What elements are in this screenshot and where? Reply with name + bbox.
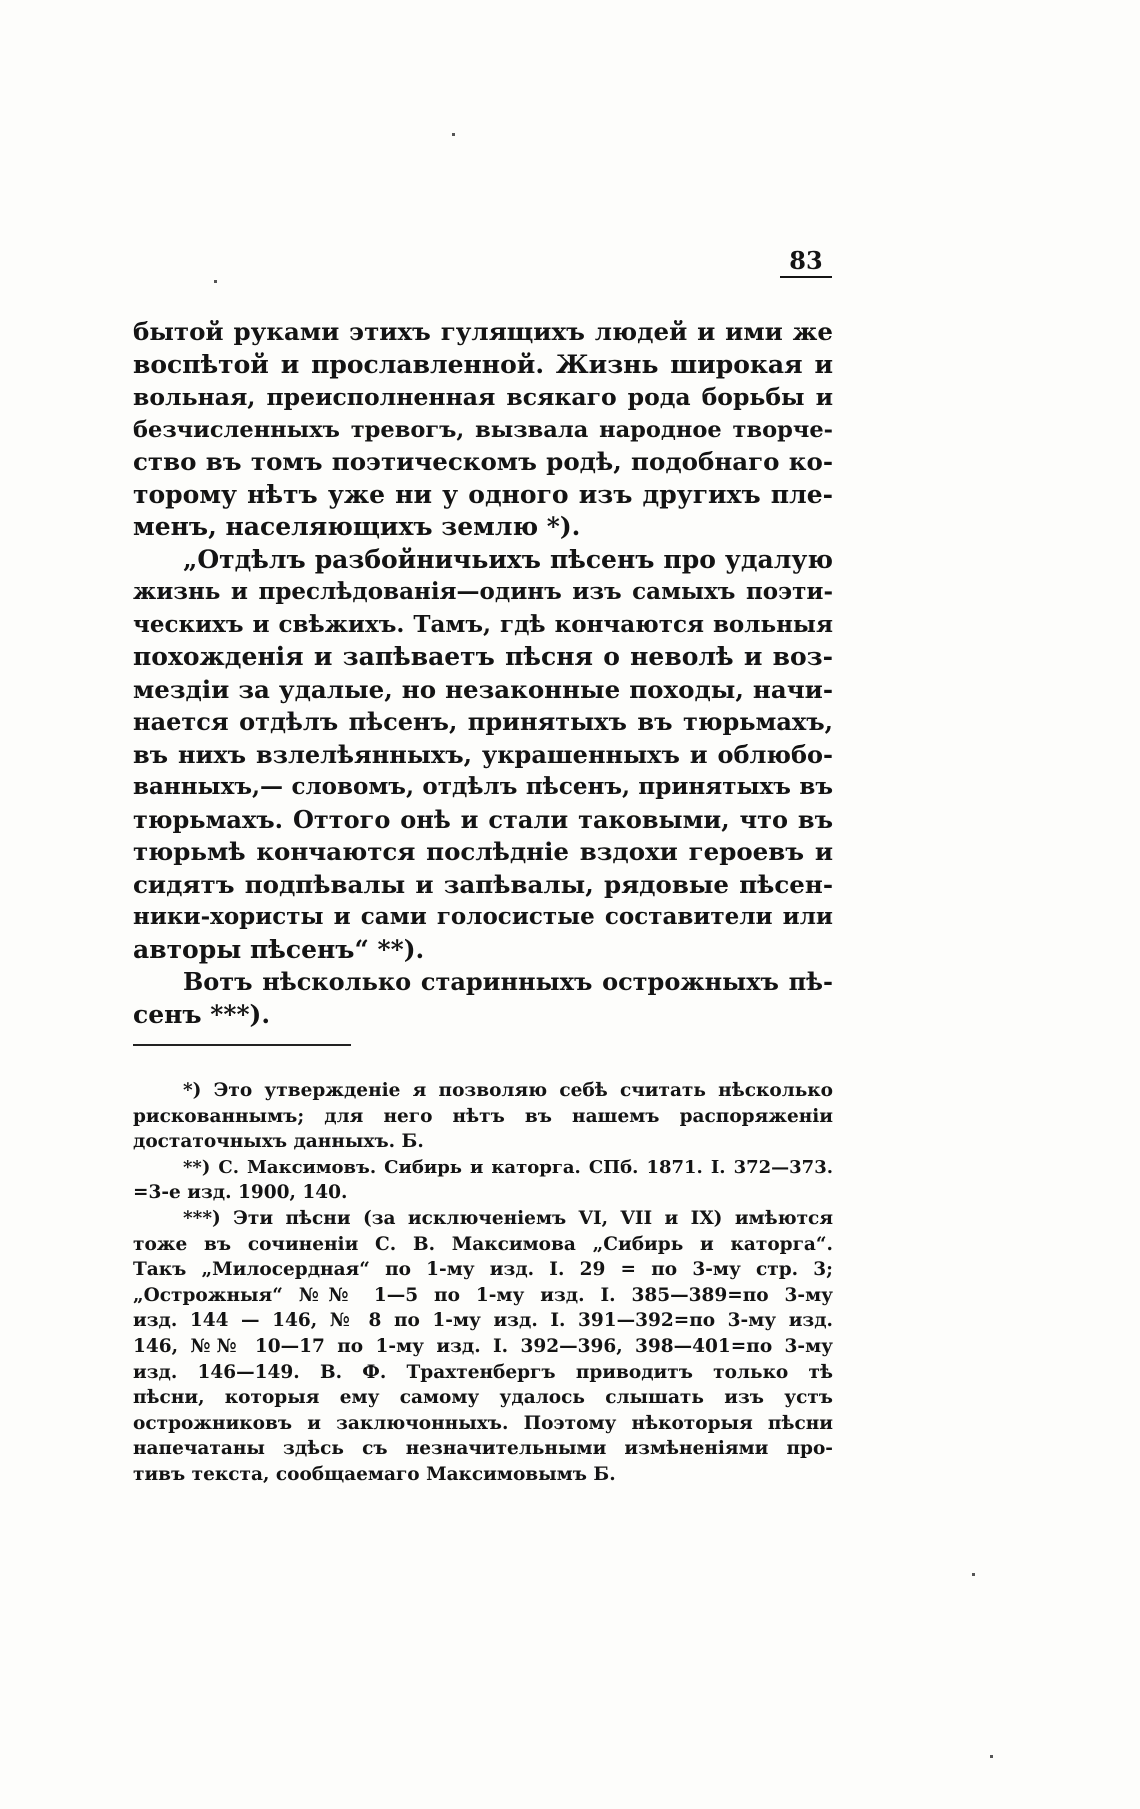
text-line: бытой руками этихъ гулящихъ людей и ими же xyxy=(133,317,833,346)
main-text xyxy=(133,316,833,1031)
text-line: воспѣтой и прославленной. Жизнь широкая и xyxy=(133,349,833,379)
text-line: „Отдѣлъ разбойничьихъ пѣсенъ про удалую xyxy=(183,544,833,574)
footnote-line: ***) Эти пѣсни (за исключеніемъ VI, VII и IX) имѣются xyxy=(183,1207,833,1229)
text-line: вольная, преисполненная всякаго рода борьбы и xyxy=(133,383,833,411)
text-line: Вотъ нѣсколько старинныхъ острожныхъ пѣ- xyxy=(183,967,833,996)
text-line: жизнь и преслѣдованія—одинъ изъ самыхъ поэти- xyxy=(133,578,833,605)
text-line: безчисленныхъ тревогъ, вызвала народное творче- xyxy=(133,416,833,443)
text-line: тюрьмѣ кончаются послѣдніе вздохи героевъ и xyxy=(133,837,833,866)
footnote-line: 146, №№ 10—17 по 1-му изд. I. 392—396, 398—401=по 3-му xyxy=(133,1335,833,1357)
text-line: нается отдѣлъ пѣсенъ, принятыхъ въ тюрьмахъ, xyxy=(133,707,833,736)
footnote-line: напечатаны здѣсь съ незначительными измѣненіями про- xyxy=(133,1438,833,1460)
text-line: сидятъ подпѣвалы и запѣвалы, рядовые пѣсен- xyxy=(133,869,833,899)
footnote-line: тивъ текста, сообщаемаго Максимовымъ Б. xyxy=(133,1463,616,1485)
scan-speck xyxy=(214,280,217,283)
footnote-line: изд. 144 — 146, № 8 по 1-му изд. I. 391—392=по 3-му изд. xyxy=(133,1310,833,1332)
text-line: авторы пѣсенъ“ **). xyxy=(133,934,425,964)
text-line: менъ, населяющихъ землю *). xyxy=(133,512,581,541)
footnote-line: пѣсни, которыя ему самому удалось слышать изъ устъ xyxy=(133,1387,833,1409)
footnotes xyxy=(133,1078,833,1488)
text-line: тюрьмахъ. Оттого онѣ и стали таковыми, что въ xyxy=(133,804,833,834)
text-line: ванныхъ,— словомъ, отдѣлъ пѣсенъ, принятыхъ въ xyxy=(133,773,833,800)
footnote-line: **) С. Максимовъ. Сибирь и каторга. СПб. 1871. I. 372—373. xyxy=(183,1156,833,1178)
scan-speck xyxy=(452,133,455,136)
scan-speck xyxy=(972,1573,975,1576)
footnote-line: *) Это утвержденіе я позволяю себѣ считать нѣсколько xyxy=(183,1080,833,1101)
text-line: въ нихъ взлелѣянныхъ, украшенныхъ и облюбо- xyxy=(133,739,833,769)
text-line: торому нѣтъ уже ни у одного изъ другихъ пле- xyxy=(133,479,833,509)
footnote-line: достаточныхъ данныхъ. Б. xyxy=(133,1131,424,1153)
page-number: 83 xyxy=(780,248,832,278)
text-line: ство въ томъ поэтическомъ родѣ, подобнаго ко- xyxy=(133,447,833,476)
footnote-line: Такъ „Милосердная“ по 1-му изд. I. 29 = по 3-му стр. 3; xyxy=(133,1259,833,1281)
text-line: мездіи за удалые, но незаконные походы, начи- xyxy=(133,674,833,704)
footnote-line: рискованнымъ; для него нѣтъ въ нашемъ распоряженіи xyxy=(133,1105,833,1127)
footnote-line: тоже въ сочиненіи С. В. Максимова „Сибирь и каторга“. xyxy=(133,1233,833,1255)
text-line: ческихъ и свѣжихъ. Тамъ, гдѣ кончаются вольныя xyxy=(133,610,833,638)
footnote-line: изд. 146—149. В. Ф. Трахтенбергъ приводитъ только тѣ xyxy=(133,1361,833,1383)
footnote-divider xyxy=(133,1044,351,1046)
footnote-line: =3-е изд. 1900, 140. xyxy=(133,1182,348,1204)
text-line: похожденія и запѣваетъ пѣсня о неволѣ и воз- xyxy=(133,642,833,671)
footnote-line: острожниковъ и заключонныхъ. Поэтому нѣкоторыя пѣсни xyxy=(133,1412,833,1434)
text-line: ники-хористы и сами голосистые составители или xyxy=(133,903,833,930)
footnote-line: „Острожныя“ №№ 1—5 по 1-му изд. I. 385—389=по 3-му xyxy=(133,1284,833,1306)
text-line: сенъ ***). xyxy=(133,999,271,1029)
scan-speck xyxy=(990,1755,993,1758)
